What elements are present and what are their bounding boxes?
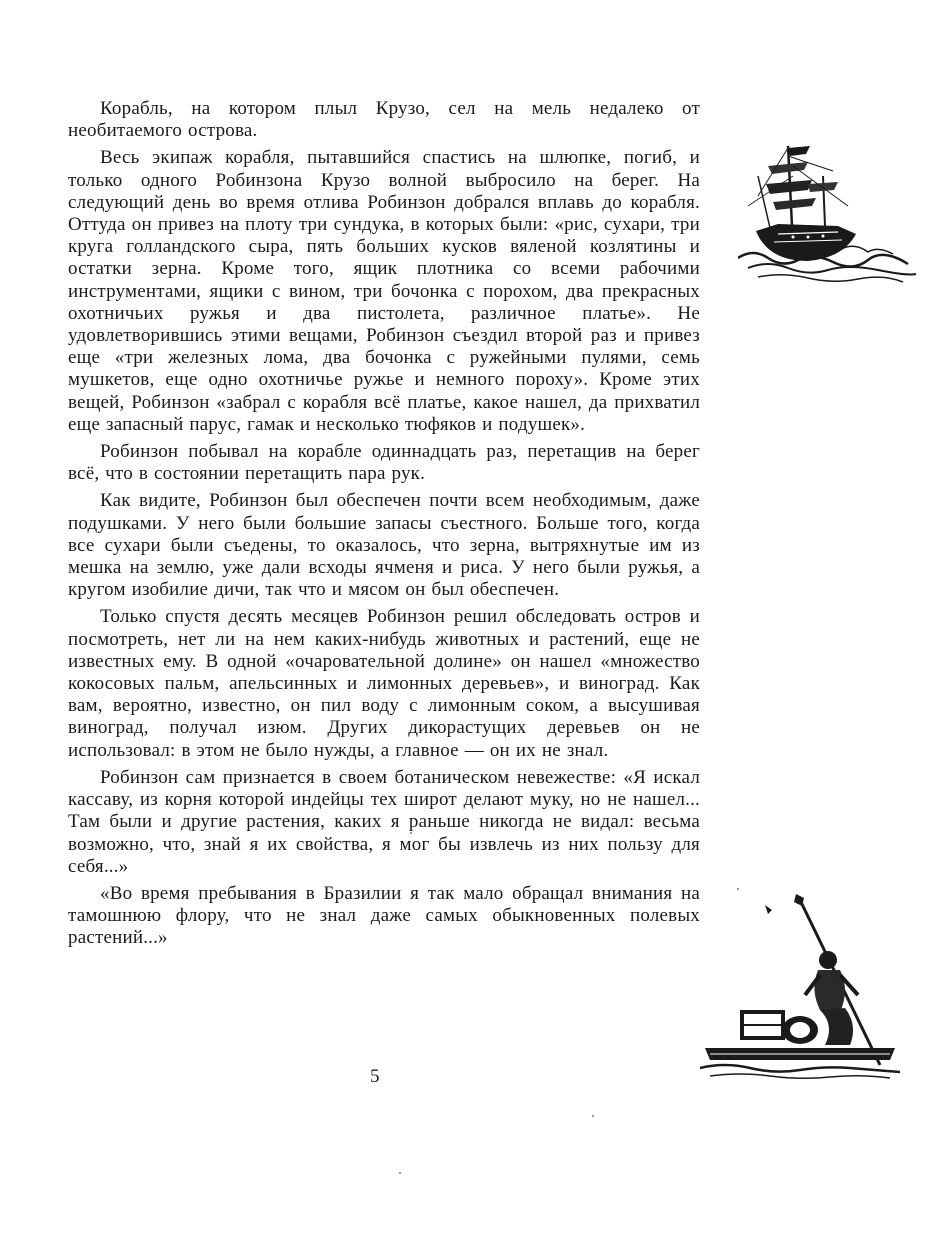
print-speck xyxy=(592,1115,594,1117)
paragraph-2: Весь экипаж корабля, пытавшийся спастись на шлюпке, погиб, и только одного Робинзона Крузо волной выбросило на берег. На следующий день во время отлива Робинзон добрался вплавь до корабля. Оттуда он привез на плоту три сундука, в которых были: «рис, сухари, три круга голландского сыра, пять больших кусков вяленой козлятины и остатки зерна. Кроме того, ящик плотника со всеми рабочими инструментами, ящики с вином, три бочонка с порохом, два прекрасных охотничьих ружья и два пистолета, различное платье». Не удовлетворившись этими вещами, Робинзон съездил второй раз и привез еще «три железных лома, два бочонка с ружейными пулями, семь мушкетов, еще одно охотничье ружье и немного пороху». Кроме этих вещей, Робинзон «забрал с корабля всё платье, какое нашел, да прихватил еще запасный парус, гамак и несколько тюфяков и подушек». xyxy=(68,147,700,435)
page-number: 5 xyxy=(370,1066,380,1087)
castaway-raft-illustration xyxy=(700,880,900,1080)
paragraph-7: «Во время пребывания в Бразилии я так мало обращал внимания на тамошнюю флору, что не знал даже самых обыкновенных полевых растений...» xyxy=(68,882,700,949)
text-column xyxy=(68,98,700,955)
print-speck xyxy=(410,832,412,834)
print-speck xyxy=(399,1172,401,1174)
paragraph-3: Робинзон побывал на корабле одиннадцать раз, перетащив на берег всё, что в состоянии перетащить пара рук. xyxy=(68,441,700,485)
paragraph-4: Как видите, Робинзон был обеспечен почти всем необходимым, даже подушками. У него были большие запасы съестного. Больше того, когда все сухари были съедены, то оказалось, что зерна, вытряхнутые им из мешка на землю, уже дали всходы ячменя и риса. У него были ружья, а кругом изобилие дичи, так что и мясом он был обеспечен. xyxy=(68,490,700,601)
paragraph-1: Корабль, на котором плыл Крузо, сел на мель недалеко от необитаемого острова. xyxy=(68,98,700,142)
paragraph-5: Только спустя десять месяцев Робинзон решил обследовать остров и посмотреть, нет ли на нем каких-нибудь животных и растений, еще не известных ему. В одной «очаровательной долине» он нашел «множество кокосовых пальм, апельсинных и лимонных деревьев», и виноград. Как вам, вероятно, известно, он пил воду с лимонным соком, а высушивая виноград, получал изюм. Других дикорастущих деревьев он не использовал: в этом не было нужды, а главное — он их не знал. xyxy=(68,606,700,761)
paragraph-6: Робинзон сам признается в своем ботаническом невежестве: «Я искал кассаву, из корня которой индейцы тех широт делают муку, но не нашел... Там были и другие растения, каких я раньше никогда не видал: весьма возможно, что, знай я их свойства, я мог бы извлечь из них пользу для себя...» xyxy=(68,766,700,877)
print-speck xyxy=(737,888,739,890)
ship-illustration xyxy=(738,136,918,286)
